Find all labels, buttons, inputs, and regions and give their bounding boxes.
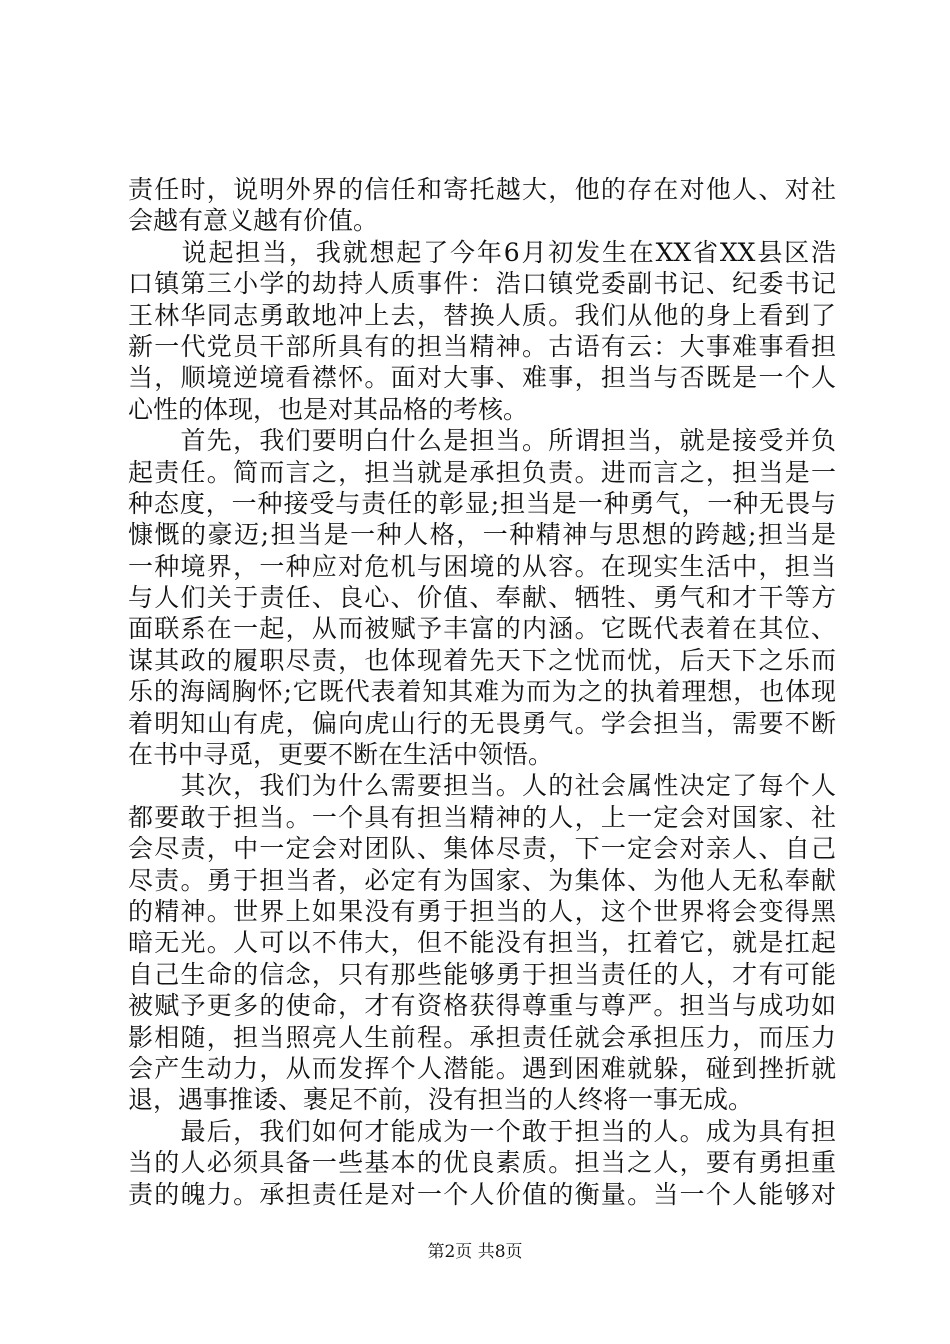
text-line: 说起担当，我就想起了今年6月初发生在XX省XX县区浩 — [128, 237, 836, 267]
text-line: 口镇第三小学的劫持人质事件：浩口镇党委副书记、纪委书记 — [128, 269, 836, 299]
text-line: 都要敢于担当。一个具有担当精神的人，上一定会对国家、社 — [128, 802, 836, 832]
text-line: 谋其政的履职尽责，也体现着先天下之忧而忧，后天下之乐而 — [128, 645, 836, 675]
text-line: 暗无光。人可以不伟大，但不能没有担当，扛着它，就是扛起 — [128, 928, 836, 958]
text-line: 责的魄力。承担责任是对一个人价值的衡量。当一个人能够对 — [128, 1179, 836, 1209]
text-line: 的精神。世界上如果没有勇于担当的人，这个世界将会变得黑 — [128, 896, 836, 926]
text-line: 尽责。勇于担当者，必定有为国家、为集体、为他人无私奉献 — [128, 865, 836, 895]
text-line: 与人们关于责任、良心、价值、奉献、牺牲、勇气和才干等方 — [128, 583, 836, 613]
text-line: 责任时，说明外界的信任和寄托越大，他的存在对他人、对社 — [128, 175, 836, 204]
text-line: 当的人必须具备一些基本的优良素质。担当之人，要有勇担重 — [128, 1148, 836, 1178]
text-line: 最后，我们如何才能成为一个敢于担当的人。成为具有担 — [128, 1116, 836, 1146]
text-line: 会尽责，中一定会对团队、集体尽责，下一定会对亲人、自己 — [128, 834, 836, 864]
text-line: 被赋予更多的使命，才有资格获得尊重与尊严。担当与成功如 — [128, 991, 836, 1021]
text-line: 王林华同志勇敢地冲上去，替换人质。我们从他的身上看到了 — [128, 300, 836, 330]
text-line: 心性的体现，也是对其品格的考核。 — [128, 394, 529, 424]
text-line: 自己生命的信念，只有那些能够勇于担当责任的人，才有可能 — [128, 959, 836, 989]
text-line: 面联系在一起，从而被赋予丰富的内涵。它既代表着在其位、 — [128, 614, 836, 644]
text-line: 起责任。简而言之，担当就是承担负责。进而言之，担当是一 — [128, 457, 836, 487]
text-line: 当，顺境逆境看襟怀。面对大事、难事，担当与否既是一个人 — [128, 363, 836, 393]
text-line: 着明知山有虎，偏向虎山行的无畏勇气。学会担当，需要不断 — [128, 708, 836, 738]
text-line: 在书中寻觅，更要不断在生活中领悟。 — [128, 740, 554, 770]
text-line: 种态度，一种接受与责任的彰显;担当是一种勇气，一种无畏与 — [128, 488, 836, 518]
text-line: 其次，我们为什么需要担当。人的社会属性决定了每个人 — [128, 771, 836, 801]
document-body — [128, 174, 836, 1210]
text-line: 会越有意义越有价值。 — [128, 206, 379, 236]
text-line: 会产生动力，从而发挥个人潜能。遇到困难就躲，碰到挫折就 — [128, 1053, 836, 1083]
text-line: 首先，我们要明白什么是担当。所谓担当，就是接受并负 — [128, 426, 836, 456]
text-line: 退，遇事推诿、裹足不前，没有担当的人终将一事无成。 — [128, 1085, 754, 1115]
text-line: 一种境界，一种应对危机与困境的从容。在现实生活中，担当 — [128, 551, 836, 581]
text-line: 慷慨的豪迈;担当是一种人格，一种精神与思想的跨越;担当是 — [128, 520, 836, 550]
page-footer: 第2页 共8页 — [427, 1242, 523, 1262]
text-line: 乐的海阔胸怀;它既代表着知其难为而为之的执着理想，也体现 — [128, 677, 836, 707]
text-line: 影相随，担当照亮人生前程。承担责任就会承担压力，而压力 — [128, 1022, 836, 1052]
text-line: 新一代党员干部所具有的担当精神。古语有云：大事难事看担 — [128, 331, 836, 361]
